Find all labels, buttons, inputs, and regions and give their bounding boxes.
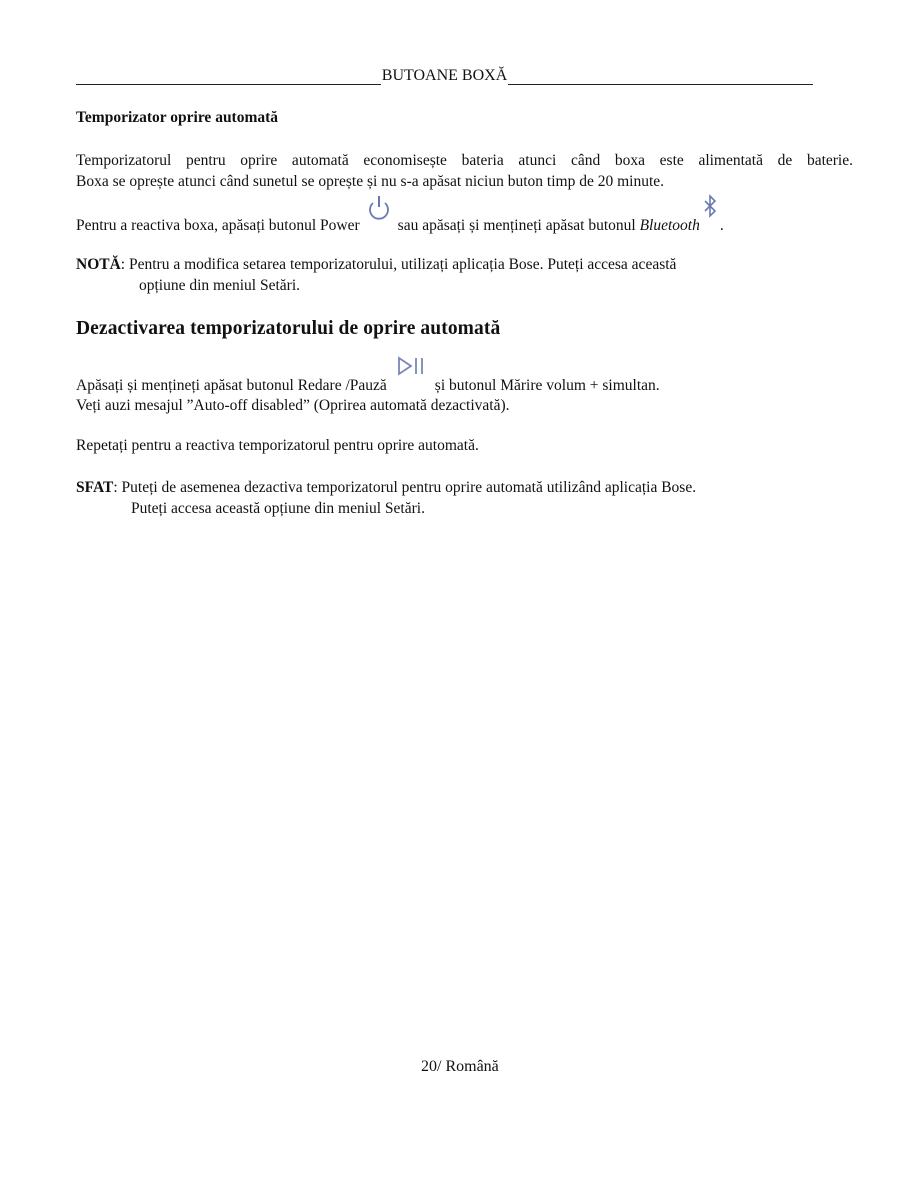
tip-text-line2: Puteți accesa această opțiune din meniul Setări. xyxy=(131,500,425,517)
note-label: NOTĂ xyxy=(76,256,121,273)
reactivate-text-part1: Pentru a reactiva boxa, apăsați butonul Power xyxy=(76,217,360,234)
header-rule-left xyxy=(76,68,381,85)
header-rule-right xyxy=(508,68,813,85)
tip-label: SFAT xyxy=(76,479,114,496)
header-title: BUTOANE BOXĂ xyxy=(381,67,508,84)
paragraph-reactivate xyxy=(76,196,724,236)
disable-message-line: Veți auzi mesajul ”Auto-off disabled” (Oprirea automată dezactivată). xyxy=(76,397,510,414)
play-pause-icon xyxy=(397,356,427,382)
reactivate-end: . xyxy=(719,217,724,234)
page-number: 20/ Română xyxy=(421,1058,499,1075)
power-icon xyxy=(366,194,392,230)
reactivate-text-part2: sau apăsați și mențineți apăsat butonul xyxy=(397,217,636,234)
bluetooth-icon xyxy=(703,194,717,226)
note-text-line2: opțiune din meniul Setări. xyxy=(139,277,301,294)
paragraph-repeat: Repetați pentru a reactiva temporizatorul pentru oprire automată. xyxy=(76,437,479,454)
paragraph-intro-line1: Temporizatorul pentru oprire automată economisește bateria atunci când boxa este alimentată de baterie. xyxy=(76,152,853,169)
disable-text-part1: Apăsați și mențineți apăsat butonul Redare /Pauză xyxy=(76,377,387,394)
bluetooth-word: Bluetooth xyxy=(639,217,700,234)
section-heading-disable-timer: Dezactivarea temporizatorului de oprire automată xyxy=(76,318,501,339)
section-heading-auto-off-timer: Temporizator oprire automată xyxy=(76,109,279,126)
disable-text-part2: și butonul Mărire volum + simultan. xyxy=(434,377,660,394)
note-line1: NOTĂ: Pentru a modifica setarea temporizatorului, utilizați aplicația Bose. Puteți accesa această xyxy=(76,256,677,273)
tip-text-line1: Puteți de asemenea dezactiva temporizatorul pentru oprire automată utilizând aplicația Bose. xyxy=(121,479,697,496)
page-header xyxy=(76,67,813,85)
note-text-line1: Pentru a modifica setarea temporizatorului, utilizați aplicația Bose. Puteți accesa această xyxy=(128,256,677,273)
paragraph-intro-line2: Boxa se oprește atunci când sunetul se oprește și nu s-a apăsat niciun buton timp de 20 minute. xyxy=(76,173,665,190)
paragraph-disable xyxy=(76,356,660,396)
tip-line1: SFAT: Puteți de asemenea dezactiva temporizatorul pentru oprire automată utilizând aplicația Bose. xyxy=(76,479,697,496)
